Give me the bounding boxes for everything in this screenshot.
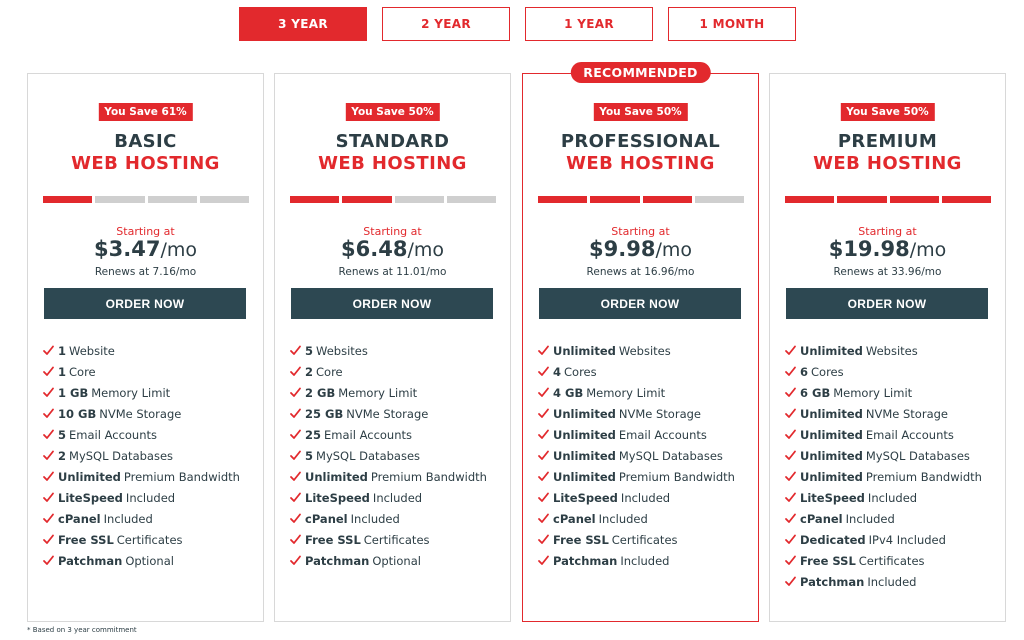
feature-value: 25 xyxy=(305,427,322,442)
check-icon xyxy=(289,554,302,567)
feature-label: Email Accounts xyxy=(324,427,413,442)
feature-label: Included xyxy=(372,490,423,505)
feature-label: Email Accounts xyxy=(618,427,707,442)
feature-value: 5 xyxy=(305,448,314,463)
check-icon xyxy=(42,344,55,357)
feature-label: Core xyxy=(316,364,343,379)
feature-label: NVMe Storage xyxy=(618,406,701,421)
check-icon xyxy=(537,533,550,546)
check-icon xyxy=(42,554,55,567)
feature-item xyxy=(42,403,240,424)
feature-label: Included xyxy=(867,490,918,505)
feature-label: Email Accounts xyxy=(865,427,954,442)
level-segment xyxy=(395,196,444,203)
order-now-button[interactable]: ORDER NOW xyxy=(539,288,741,319)
plan-level-meter xyxy=(43,196,249,203)
feature-item xyxy=(537,424,735,445)
feature-list xyxy=(289,340,487,571)
feature-item xyxy=(42,424,240,445)
check-icon xyxy=(784,512,797,525)
level-segment xyxy=(538,196,587,203)
feature-label: Memory Limit xyxy=(833,385,913,400)
feature-label: NVMe Storage xyxy=(99,406,182,421)
feature-value: cPanel xyxy=(553,511,596,526)
check-icon xyxy=(42,533,55,546)
feature-item xyxy=(537,403,735,424)
feature-value: Free SSL xyxy=(305,532,361,547)
feature-item xyxy=(42,487,240,508)
savings-badge: You Save 50% xyxy=(345,103,439,121)
feature-item xyxy=(289,508,487,529)
check-icon xyxy=(289,386,302,399)
feature-label: Premium Bandwidth xyxy=(865,469,982,484)
feature-item xyxy=(42,466,240,487)
level-segment xyxy=(890,196,939,203)
check-icon xyxy=(784,407,797,420)
feature-value: cPanel xyxy=(800,511,843,526)
check-icon xyxy=(289,344,302,357)
feature-value: Unlimited xyxy=(800,469,863,484)
feature-item xyxy=(42,445,240,466)
feature-item xyxy=(784,445,982,466)
level-segment xyxy=(643,196,692,203)
plan-card-basic xyxy=(27,73,264,622)
plan-level-meter xyxy=(290,196,496,203)
feature-label: Cores xyxy=(811,364,844,379)
feature-value: 2 GB xyxy=(305,385,336,400)
feature-value: 1 xyxy=(58,343,67,358)
feature-label: MySQL Databases xyxy=(865,448,970,463)
feature-item xyxy=(289,445,487,466)
check-icon xyxy=(784,554,797,567)
feature-value: 6 GB xyxy=(800,385,831,400)
feature-item xyxy=(289,424,487,445)
feature-value: Unlimited xyxy=(553,427,616,442)
check-icon xyxy=(784,386,797,399)
feature-item xyxy=(784,508,982,529)
feature-value: 1 xyxy=(58,364,67,379)
feature-label: Included xyxy=(598,511,648,526)
renewal-price: Renews at 7.16/mo xyxy=(94,266,197,278)
check-icon xyxy=(42,407,55,420)
price-period: /mo xyxy=(407,239,444,261)
level-segment xyxy=(447,196,496,203)
feature-value: 2 xyxy=(305,364,314,379)
feature-value: 1 GB xyxy=(58,385,89,400)
check-icon xyxy=(784,533,797,546)
tab-3-year[interactable]: 3 YEAR xyxy=(239,7,367,41)
feature-item xyxy=(289,550,487,571)
feature-label: Premium Bandwidth xyxy=(370,469,487,484)
feature-item xyxy=(537,550,735,571)
feature-label: MySQL Databases xyxy=(316,448,421,463)
renewal-price: Renews at 33.96/mo xyxy=(833,266,942,278)
feature-item xyxy=(537,361,735,382)
order-now-button[interactable]: ORDER NOW xyxy=(44,288,246,319)
feature-label: NVMe Storage xyxy=(346,406,429,421)
feature-item xyxy=(784,403,982,424)
price-amount: $9.98 xyxy=(589,237,656,261)
plan-name: PREMIUM xyxy=(837,131,938,152)
feature-label: MySQL Databases xyxy=(69,448,174,463)
starting-at-label: Starting at xyxy=(363,225,422,238)
feature-value: Free SSL xyxy=(58,532,114,547)
check-icon xyxy=(784,428,797,441)
plan-card-standard xyxy=(274,73,511,622)
feature-item xyxy=(537,340,735,361)
feature-label: Memory Limit xyxy=(338,385,418,400)
feature-label: Websites xyxy=(316,343,368,358)
check-icon xyxy=(537,470,550,483)
feature-label: Premium Bandwidth xyxy=(618,469,735,484)
feature-value: 25 GB xyxy=(305,406,344,421)
check-icon xyxy=(42,365,55,378)
feature-value: 6 xyxy=(800,364,809,379)
feature-item xyxy=(289,340,487,361)
feature-label: Website xyxy=(69,343,115,358)
plan-card-professional xyxy=(522,65,759,622)
check-icon xyxy=(289,512,302,525)
recommended-badge: RECOMMENDED xyxy=(570,62,710,83)
feature-value: Patchman xyxy=(800,574,865,589)
check-icon xyxy=(537,554,550,567)
plan-price xyxy=(28,237,263,261)
feature-item xyxy=(42,508,240,529)
feature-item xyxy=(42,550,240,571)
feature-label: Memory Limit xyxy=(91,385,171,400)
savings-badge: You Save 61% xyxy=(98,103,192,121)
feature-value: Unlimited xyxy=(553,469,616,484)
feature-item xyxy=(42,529,240,550)
feature-value: Unlimited xyxy=(58,469,121,484)
check-icon xyxy=(289,533,302,546)
feature-item xyxy=(784,424,982,445)
plan-subtitle: WEB HOSTING xyxy=(318,153,467,174)
feature-value: 4 GB xyxy=(553,385,584,400)
plan-price xyxy=(770,237,1005,261)
feature-label: Core xyxy=(69,364,96,379)
feature-value: Patchman xyxy=(553,553,618,568)
feature-item xyxy=(537,466,735,487)
renewal-price: Renews at 11.01/mo xyxy=(338,266,447,278)
check-icon xyxy=(537,386,550,399)
feature-label: Optional xyxy=(125,553,174,568)
feature-value: Unlimited xyxy=(553,448,616,463)
price-amount: $3.47 xyxy=(94,237,161,261)
feature-item xyxy=(289,466,487,487)
plan-name: PROFESSIONAL xyxy=(560,131,721,152)
feature-item xyxy=(784,487,982,508)
check-icon xyxy=(537,491,550,504)
check-icon xyxy=(42,449,55,462)
feature-item xyxy=(289,529,487,550)
feature-label: Memory Limit xyxy=(586,385,666,400)
check-icon xyxy=(784,344,797,357)
price-period: /mo xyxy=(909,239,947,261)
feature-value: Unlimited xyxy=(553,406,616,421)
feature-value: Dedicated xyxy=(800,532,866,547)
feature-item xyxy=(784,571,982,592)
feature-item xyxy=(784,340,982,361)
check-icon xyxy=(537,428,550,441)
starting-at-label: Starting at xyxy=(611,225,670,238)
level-segment xyxy=(43,196,92,203)
plan-level-meter xyxy=(785,196,991,203)
price-amount: $6.48 xyxy=(341,237,408,261)
feature-label: MySQL Databases xyxy=(618,448,723,463)
feature-item xyxy=(289,361,487,382)
check-icon xyxy=(537,344,550,357)
tab-2-year[interactable]: 2 YEAR xyxy=(382,7,510,41)
level-segment xyxy=(942,196,991,203)
feature-value: 10 GB xyxy=(58,406,97,421)
plan-name: STANDARD xyxy=(335,131,450,152)
renewal-price: Renews at 16.96/mo xyxy=(586,266,695,278)
feature-label: Cores xyxy=(564,364,597,379)
feature-value: Unlimited xyxy=(800,406,863,421)
feature-label: Certificates xyxy=(611,532,678,547)
feature-item xyxy=(537,445,735,466)
price-period: /mo xyxy=(160,239,197,261)
feature-item xyxy=(784,550,982,571)
feature-value: 2 xyxy=(58,448,67,463)
plan-level-meter xyxy=(538,196,744,203)
level-segment xyxy=(590,196,639,203)
feature-label: IPv4 Included xyxy=(868,532,946,547)
feature-item xyxy=(289,403,487,424)
plan-subtitle: WEB HOSTING xyxy=(566,153,715,174)
plan-price xyxy=(275,237,510,261)
feature-label: NVMe Storage xyxy=(865,406,948,421)
feature-label: Email Accounts xyxy=(69,427,158,442)
footnote: * Based on 3 year commitment xyxy=(27,626,137,634)
savings-badge: You Save 50% xyxy=(593,103,687,121)
tab-1-year[interactable]: 1 YEAR xyxy=(525,7,653,41)
order-now-button[interactable]: ORDER NOW xyxy=(291,288,493,319)
feature-label: Included xyxy=(620,553,670,568)
feature-value: Unlimited xyxy=(553,343,616,358)
feature-label: Included xyxy=(867,574,917,589)
feature-value: LiteSpeed xyxy=(305,490,370,505)
feature-value: LiteSpeed xyxy=(58,490,123,505)
feature-label: Premium Bandwidth xyxy=(123,469,240,484)
check-icon xyxy=(784,470,797,483)
feature-item xyxy=(537,382,735,403)
feature-value: Patchman xyxy=(58,553,123,568)
feature-label: Websites xyxy=(618,343,671,358)
check-icon xyxy=(289,428,302,441)
check-icon xyxy=(289,491,302,504)
feature-list xyxy=(537,340,735,571)
feature-label: Websites xyxy=(865,343,918,358)
feature-value: Free SSL xyxy=(800,553,856,568)
feature-item xyxy=(537,487,735,508)
feature-value: cPanel xyxy=(305,511,348,526)
check-icon xyxy=(784,575,797,588)
check-icon xyxy=(42,428,55,441)
feature-label: Certificates xyxy=(363,532,430,547)
billing-period-tabs xyxy=(239,7,796,41)
plan-subtitle: WEB HOSTING xyxy=(813,153,962,174)
feature-item xyxy=(289,382,487,403)
feature-value: 5 xyxy=(58,427,67,442)
feature-label: Included xyxy=(125,490,176,505)
feature-item xyxy=(42,382,240,403)
feature-item xyxy=(537,508,735,529)
check-icon xyxy=(289,407,302,420)
level-segment xyxy=(695,196,744,203)
feature-value: LiteSpeed xyxy=(553,490,618,505)
level-segment xyxy=(148,196,197,203)
feature-item xyxy=(784,529,982,550)
starting-at-label: Starting at xyxy=(858,225,917,238)
feature-label: Certificates xyxy=(858,553,925,568)
feature-item xyxy=(537,529,735,550)
check-icon xyxy=(537,449,550,462)
starting-at-label: Starting at xyxy=(116,225,175,238)
feature-list xyxy=(784,340,982,592)
feature-value: Unlimited xyxy=(800,427,863,442)
feature-value: Free SSL xyxy=(553,532,609,547)
check-icon xyxy=(42,470,55,483)
feature-value: Patchman xyxy=(305,553,370,568)
level-segment xyxy=(95,196,144,203)
feature-value: 4 xyxy=(553,364,562,379)
feature-item xyxy=(289,487,487,508)
feature-item xyxy=(42,361,240,382)
feature-item xyxy=(784,466,982,487)
level-segment xyxy=(837,196,886,203)
tab-1-month[interactable]: 1 MONTH xyxy=(668,7,796,41)
savings-badge: You Save 50% xyxy=(840,103,934,121)
level-segment xyxy=(785,196,834,203)
check-icon xyxy=(289,365,302,378)
feature-item xyxy=(784,382,982,403)
check-icon xyxy=(784,449,797,462)
feature-item xyxy=(42,340,240,361)
level-segment xyxy=(290,196,339,203)
feature-label: Certificates xyxy=(116,532,183,547)
price-period: /mo xyxy=(655,239,692,261)
feature-value: LiteSpeed xyxy=(800,490,865,505)
check-icon xyxy=(784,491,797,504)
feature-label: Included xyxy=(103,511,153,526)
check-icon xyxy=(42,386,55,399)
level-segment xyxy=(342,196,391,203)
check-icon xyxy=(42,512,55,525)
feature-list xyxy=(42,340,240,571)
plan-name: BASIC xyxy=(114,131,177,152)
check-icon xyxy=(784,365,797,378)
price-amount: $19.98 xyxy=(828,237,910,261)
feature-label: Included xyxy=(350,511,400,526)
level-segment xyxy=(200,196,249,203)
plan-subtitle: WEB HOSTING xyxy=(71,153,220,174)
check-icon xyxy=(42,491,55,504)
feature-item xyxy=(784,361,982,382)
check-icon xyxy=(537,512,550,525)
feature-value: Unlimited xyxy=(800,343,863,358)
feature-value: cPanel xyxy=(58,511,101,526)
feature-value: 5 xyxy=(305,343,314,358)
plan-price xyxy=(523,237,758,261)
feature-label: Optional xyxy=(372,553,421,568)
feature-value: Unlimited xyxy=(305,469,368,484)
check-icon xyxy=(289,470,302,483)
feature-label: Included xyxy=(845,511,895,526)
check-icon xyxy=(289,449,302,462)
plan-card-premium xyxy=(769,73,1006,622)
check-icon xyxy=(537,365,550,378)
feature-value: Unlimited xyxy=(800,448,863,463)
feature-label: Included xyxy=(620,490,671,505)
check-icon xyxy=(537,407,550,420)
order-now-button[interactable]: ORDER NOW xyxy=(786,288,988,319)
